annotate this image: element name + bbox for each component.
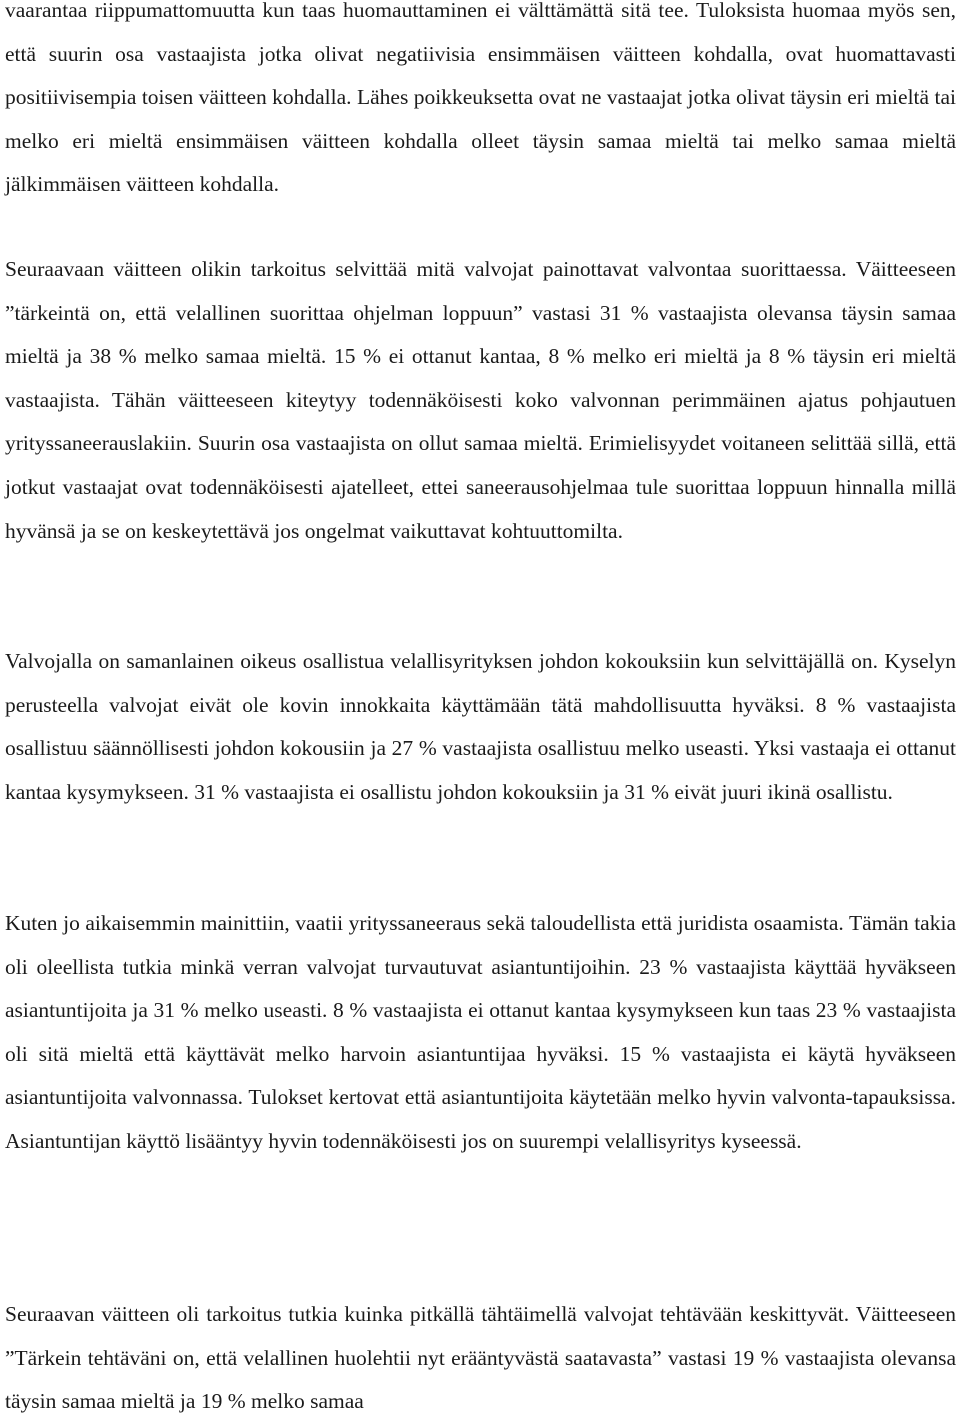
paragraph-expert-usage: Kuten jo aikaisemmin mainittiin, vaatii yrityssaneeraus sekä taloudellista että juridista osaamista. Tämän takia oli oleellista tutkia minkä verran valvojat turvautuvat asiantuntijoihin. 23 % vastaajista käyttää hyväkseen asiantuntijoita ja 31 % melko useasti. 8 % vastaajista ei ottanut kantaa kysymykseen kun taas 23 % vastaajista oli sitä mieltä että käyttävät melko harvoin asiantuntijaa hyväksi. 15 % vastaajista ei käytä hyväkseen asiantuntijoita valvonnassa. Tulokset kertovat että asiantuntijoita käytetään melko hyvin valvonta-tapauksissa. Asiantuntijan käyttö lisääntyy hyvin todennäköisesti jos on suurempi velallisyritys kyseessä. xyxy=(5,911,956,1153)
paragraph-completion-priority: Seuraavaan väitteen olikin tarkoitus selvittää mitä valvojat painottavat valvontaa suorittaessa. Väitteeseen ”tärkeintä on, että velallinen suorittaa ohjelman loppuun” vastasi 31 % vastaajista olevansa täysin samaa mieltä ja 38 % melko samaa mieltä. 15 % ei ottanut kantaa, 8 % melko eri mieltä ja 8 % täysin eri mieltä vastaajista. Tähän väitteeseen kiteytyy todennäköisesti koko valvonnan perimmäinen ajatus pohjautuen yrityssaneerauslakiin. Suurin osa vastaajista on ollut samaa mieltä. Erimielisyydet voitaneen selittää sillä, että jotkut vastaajat ovat todennäköisesti ajatelleet, ettei saneerausohjelmaa tule suorittaa loppuun hinnalla millä hyvänsä ja se on keskeytettävä jos ongelmat vaikuttavat kohtuuttomilta. xyxy=(5,257,956,543)
paragraph-board-meetings: Valvojalla on samanlainen oikeus osallistua velallisyrityksen johdon kokouksiin kun selvittäjällä on. Kyselyn perusteella valvojat eivät ole kovin innokkaita käyttämään tätä mahdollisuutta hyväksi. 8 % vastaajista osallistuu säännöllisesti johdon kokousiin ja 27 % vastaajista osallistuu melko useasti. Yksi vastaaja ei ottanut kantaa kysymykseen. 31 % vastaajista ei osallistu johdon kokouksiin ja 31 % eivät juuri ikinä osallistu. xyxy=(5,649,956,804)
paragraph-time-horizon: Seuraavan väitteen oli tarkoitus tutkia kuinka pitkällä tähtäimellä valvojat tehtävään keskittyvät. Väitteeseen ”Tärkein tehtäväni on, että velallinen huolehtii nyt erääntyvästä saatavasta” vastasi 19 % vastaajista olevansa täysin samaa mieltä ja 19 % melko samaa xyxy=(5,1302,956,1414)
paragraph-independence-results: vaarantaa riippumattomuutta kun taas huomauttaminen ei välttämättä sitä tee. Tuloksista huomaa myös sen, että suurin osa vastaajista jotka olivat negatiivisia ensimmäisen väitteen kohdalla, ovat huomattavasti positiivisempia toisen väitteen kohdalla. Lähes poikkeuksetta ovat ne vastaajat jotka olivat täysin eri mieltä tai melko eri mieltä ensimmäisen väitteen kohdalla olleet täysin samaa mieltä tai melko samaa mieltä jälkimmäisen väitteen kohdalla. xyxy=(5,0,956,197)
